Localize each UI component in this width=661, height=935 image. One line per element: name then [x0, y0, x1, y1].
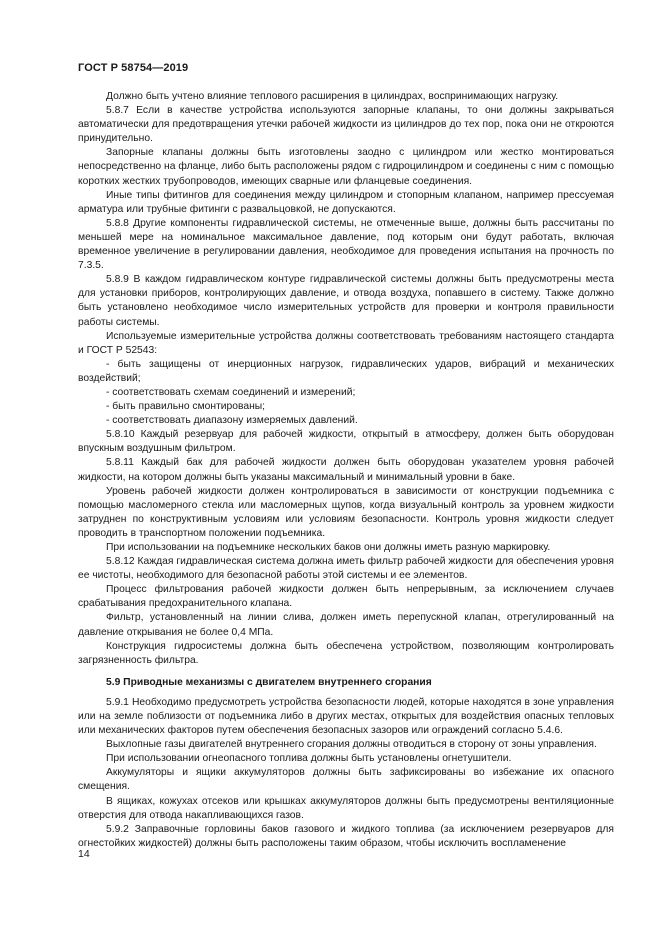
paragraph: 5.8.10 Каждый резервуар для рабочей жидкости, открытый в атмосферу, должен быть оборудован впускным воздушным фильтром. [78, 429, 614, 455]
paragraph: При использовании огнеопасного топлива должны быть установлены огнетушители. [106, 753, 512, 765]
paragraph: Запорные клапаны должны быть изготовлены заодно с цилиндром или жестко монтироваться непосредственно на фланце, либо быть расположены рядом с гидроцилиндром и соединены с ним с помощью коротких жестких трубопроводов, имеющих сварные или фланцевые соединения. [78, 147, 614, 187]
paragraph: Конструкция гидросистемы должна быть обеспечена устройством, позволяющим контролировать загрязненность фильтра. [78, 640, 614, 666]
paragraph: 5.9.2 Заправочные горловины баков газового и жидкого топлива (за исключением резервуаров для огнестойких жидкостей) должны быть расположены таким образом, чтобы исключить воспламенение [78, 823, 614, 849]
paragraph: 5.8.9 В каждом гидравлическом контуре гидравлической системы должны быть предусмотрены места для установки приборов, контролирующих давление, и отвода воздуха, попавшего в систему. Также должно быть установлено необходимое число измерительных устройств для проверки и контроля правильности работы системы. [78, 274, 614, 328]
paragraph: Выхлопные газы двигателей внутреннего сгорания должны отводиться в сторону от зоны управления. [106, 739, 597, 751]
paragraph: Уровень рабочей жидкости должен контролироваться в зависимости от конструкции подъемника с помощью масломерного стекла или масломерных щупов, когда визуальный контроль за уровнем жидкости затруднен по конструктивным условиям или условиям безопасности. Контроль уровня жидкости следует проводить в транспортном положении подъемника. [78, 485, 614, 539]
list-item: - быть защищены от инерционных нагрузок, гидравлических ударов, вибраций и механических воздействий; [78, 358, 614, 384]
paragraph: 5.8.7 Если в качестве устройства используются запорные клапаны, то они должны закрываться автоматически для предотвращения утечки рабочей жидкости из цилиндров до тех пор, пока они не откроются принудительно. [78, 105, 614, 145]
paragraph: Используемые измерительные устройства должны соответствовать требованиям настоящего стандарта и ГОСТ Р 52543: [78, 330, 614, 356]
paragraph: 5.9.1 Необходимо предусмотреть устройства безопасности людей, которые находятся в зоне управления или на земле поблизости от подъемника либо в других местах, открытых для воздействия опасных тепловых или механических факторов путем обеспечения безопасных зазоров или ограждений согласно 5.4.6. [78, 696, 614, 737]
paragraph: 5.8.11 Каждый бак для рабочей жидкости должен быть оборудован указателем уровня рабочей жидкости, на котором должны быть указаны максимальный и минимальный уровни в баке. [78, 457, 614, 483]
list-item: - быть правильно смонтированы; [106, 401, 266, 413]
paragraph: Должно быть учтено влияние теплового расширения в цилиндрах, воспринимающих нагрузку. [106, 91, 559, 102]
list-item: - соответствовать схемам соединений и измерений; [106, 386, 356, 398]
paragraph: В ящиках, кожухах отсеков или крышках аккумуляторов должны быть предусмотрены вентиляционные отверстия для отвода накапливающихся газов. [78, 795, 614, 821]
section-heading: 5.9 Приводные механизмы с двигателем внутреннего сгорания [106, 676, 432, 688]
paragraph: Процесс фильтрования рабочей жидкости должен быть непрерывным, за исключением случаев срабатывания предохранительного клапана. [78, 584, 614, 610]
paragraph: Фильтр, установленный на линии слива, должен иметь перепускной клапан, отрегулированный на давление открывания не более 0,4 МПа. [78, 612, 614, 638]
paragraph: 5.8.8 Другие компоненты гидравлической системы, не отмеченные выше, должны быть рассчитаны по меньшей мере на номинальное максимальное давление, под которым они будут работать, включая временное увеличение в регулировании давления, необходимое для проведения испытания на прочность по 7.3.5. [78, 217, 614, 272]
document-body [78, 90, 614, 851]
standard-header: ГОСТ Р 58754—2019 [78, 62, 189, 74]
paragraph: При использовании на подъемнике нескольких баков они должны иметь разную маркировку. [106, 542, 551, 553]
paragraph: Аккумуляторы и ящики аккумуляторов должны быть зафиксированы во избежание их опасного смещения. [78, 767, 614, 793]
paragraph: Иные типы фитингов для соединения между цилиндром и стопорным клапаном, например прессуемая арматура или трубные фитинги с развальцовкой, не допускаются. [78, 189, 614, 215]
page-number: 14 [78, 848, 90, 860]
list-item: - соответствовать диапазону измеряемых давлений. [106, 415, 358, 427]
paragraph: 5.8.12 Каждая гидравлическая система должна иметь фильтр рабочей жидкости для обеспечения уровня ее чистоты, необходимого для безопасной работы этой системы и ее элементов. [78, 556, 614, 582]
